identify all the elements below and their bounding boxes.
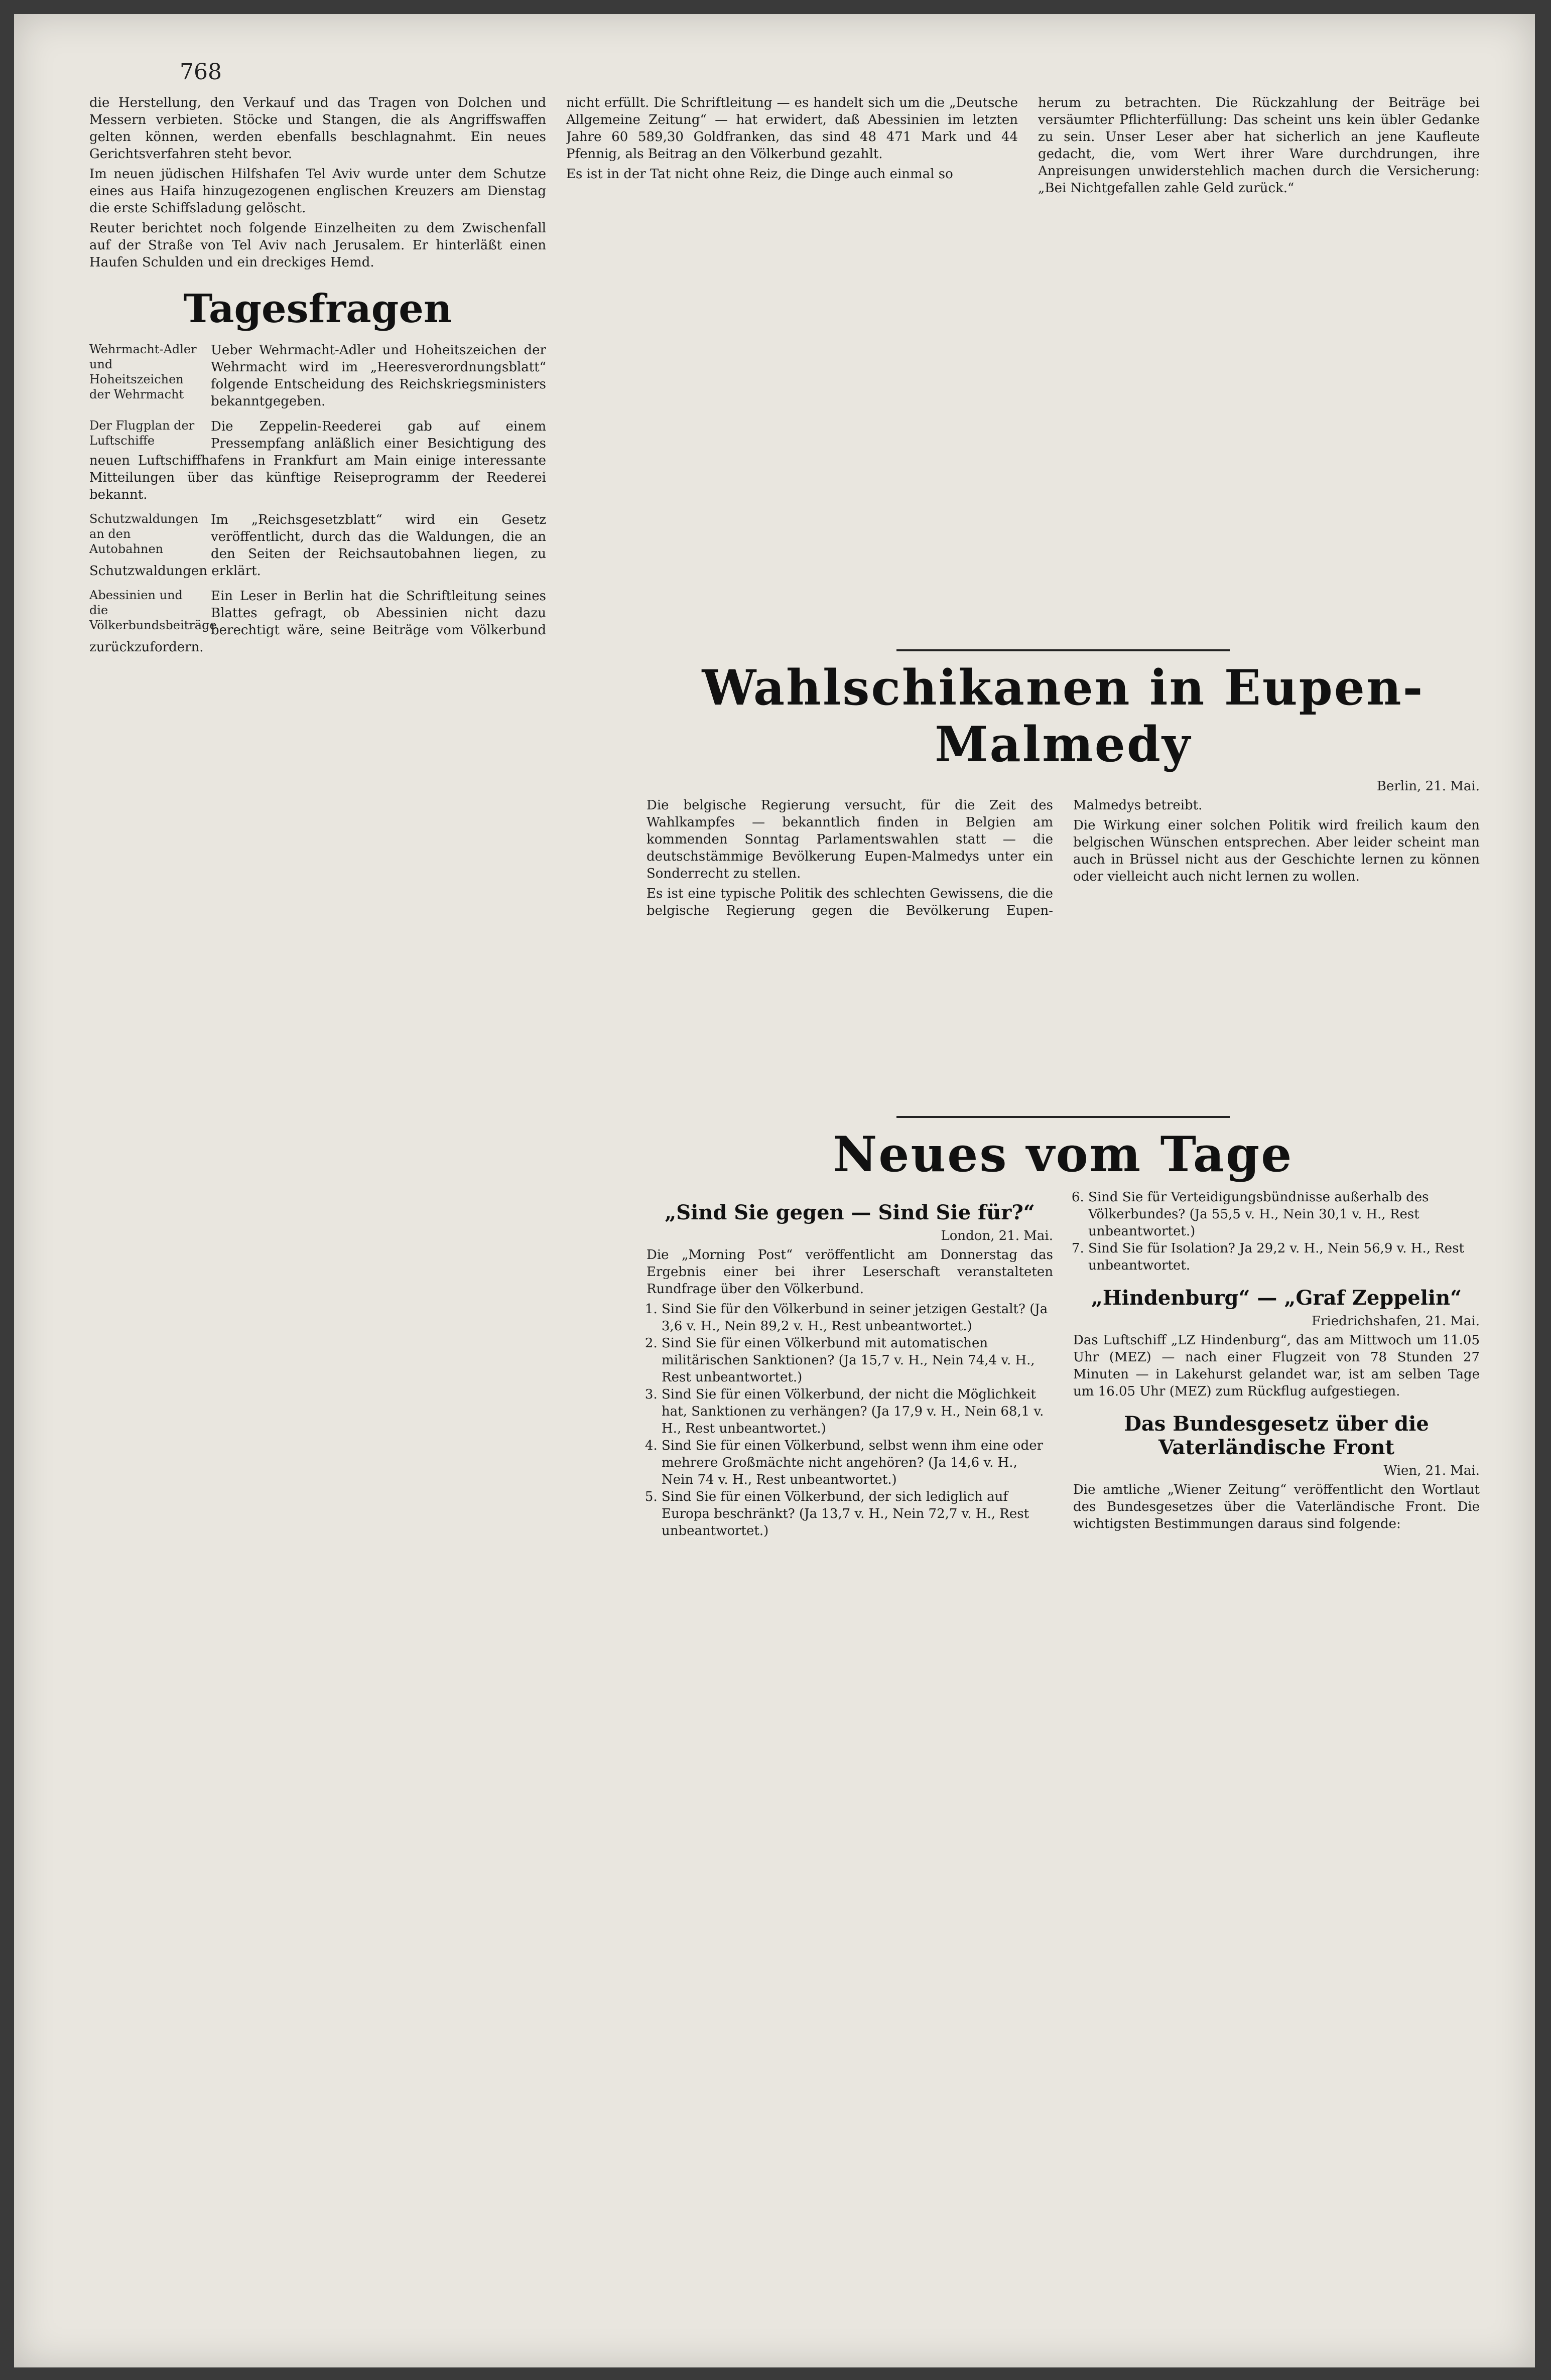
question-item: 6. Sind Sie für Verteidigungsbündnisse außerhalb des Völkerbundes? (Ja 55,5 v. H., Nein 30,1 v. H., Rest unbeantwortet.): [1088, 1189, 1480, 1240]
question-item: 1. Sind Sie für den Völkerbund in seiner jetzigen Gestalt? (Ja 3,6 v. H., Nein 89,2 v. H., Rest unbeantwortet.): [662, 1301, 1053, 1335]
neues-text-3: Die amtliche „Wiener Zeitung“ veröffentlicht den Wortlaut des Bundesgesetzes über die Vaterländische Front. Die wichtigsten Bestimmungen daraus sind folgende:: [1073, 1482, 1480, 1531]
neues-article: [647, 1108, 1480, 1539]
entry-text: Die Zeppelin-Reederei gab auf einem Pressempfang anläßlich einer Besichtigung des neuen Luftschiffhafens in Frankfurt am Main einige interessante Mitteilungen über das künftige Reiseprogramm der Reederei bekannt.: [89, 419, 546, 502]
column-2: [566, 94, 1018, 611]
neues-text-2: Das Luftschiff „LZ Hindenburg“, das am Mittwoch um 11.05 Uhr (MEZ) — nach einer Flugzeit von 78 Stunden 27 Minuten — in Lakehurst gelandet war, ist am selben Tage um 16.05 Uhr (MEZ) zum Rückflug aufgestiegen.: [1073, 1333, 1480, 1399]
question-item: 5. Sind Sie für einen Völkerbund, der sich lediglich auf Europa beschränkt? (Ja 13,7 v. H., Nein 72,7 v. H., Rest unbeantwortet.): [662, 1488, 1053, 1539]
col3-para-1: herum zu betrachten. Die Rückzahlung der Beiträge bei versäumter Pflichterfüllung: Das scheint uns kein übler Gedanke zu sein. Unser Leser aber hat sicherlich an jene Kaufleute gedacht, die, vom Wert ihrer Ware durchdrungen, ihre Anpreisungen unwiderstehlich machen durch die Versicherung: „Bei Nichtgefallen zahle Geld zurück.“: [1038, 95, 1480, 196]
tagesfragen-entry-3: [89, 511, 546, 583]
divider-rule: [896, 649, 1230, 651]
neues-heading: Neues vom Tage: [833, 1126, 1294, 1183]
neues-intro-1: Die „Morning Post“ veröffentlicht am Donnerstag das Ergebnis einer bei ihrer Leserschaft veranstalteten Rundfrage über den Völkerbund.: [647, 1247, 1053, 1297]
neues-sub-3: Das Bundesgesetz über die Vaterländische Front: [1124, 1412, 1429, 1459]
divider-rule: [896, 1116, 1230, 1118]
question-item: 2. Sind Sie für einen Völkerbund mit automatischen militärischen Sanktionen? (Ja 15,7 v. H., Nein 74,4 v. H., Rest unbeantwortet.): [662, 1335, 1053, 1386]
neues-dateline-2: Friedrichshafen, 21. Mai.: [1311, 1314, 1480, 1329]
column-1: [89, 94, 546, 2337]
entry-text: Im „Reichsgesetzblatt“ wird ein Gesetz veröffentlicht, durch das die Waldungen, die an den Seiten der Reichsautobahnen liegen, zu Schutzwaldungen erklärt.: [89, 512, 546, 579]
page-number: 768: [180, 59, 222, 85]
neues-dateline-1: London, 21. Mai.: [941, 1228, 1053, 1243]
tagesfragen-entry-1: [89, 342, 546, 413]
neues-dateline-3: Wien, 21. Mai.: [1383, 1463, 1480, 1478]
margin-note: Wehrmacht-Adler und Hoheitszeichen der Wehrmacht: [89, 342, 197, 401]
margin-note: Der Flugplan der Luftschiffe: [89, 418, 195, 448]
tagesfragen-entry-4: [89, 588, 546, 659]
col1-para-3: Reuter berichtet noch folgende Einzelheiten zu dem Zwischenfall auf der Straße von Tel Aviv nach Jerusalem. Er hinterläßt einen Haufen Schulden und ein dreckiges Hemd.: [89, 221, 546, 270]
wahl-article: [647, 641, 1480, 919]
margin-note: Abessinien und die Völkerbundsbeiträge: [89, 588, 217, 632]
tagesfragen-entry-2: [89, 418, 546, 506]
col2-para-2: Es ist in der Tat nicht ohne Reiz, die Dinge auch einmal so: [566, 167, 953, 182]
entry-text: Ein Leser in Berlin hat die Schriftleitung seines Blattes gefragt, ob Abessinien nicht dazu berechtigt wäre, seine Beiträge vom Völkerbund zurückzufordern.: [89, 589, 546, 655]
wahl-para-3: Die Wirkung einer solchen Politik wird freilich kaum den belgischen Wünschen entsprechen. Aber leider scheint man auch in Brüssel nicht aus der Geschichte lernen zu können oder vielleicht auch nicht lernen zu wollen.: [1073, 818, 1480, 884]
margin-note: Schutzwaldungen an den Autobahnen: [89, 512, 198, 556]
newspaper-page: [14, 14, 1535, 2367]
wahl-body: [647, 797, 1480, 919]
wahl-dateline: Berlin, 21. Mai.: [1376, 779, 1480, 794]
neues-sub-1: „Sind Sie gegen — Sind Sie für?“: [665, 1201, 1035, 1224]
wahl-heading: Wahlschikanen in Eupen-Malmedy: [702, 659, 1425, 773]
tagesfragen-heading: Tagesfragen: [183, 286, 452, 332]
entry-text: Ueber Wehrmacht-Adler und Hoheitszeichen der Wehrmacht wird im „Heeresverordnungsblatt“ folgende Entscheidung des Reichskriegsministers bekanntgegeben.: [211, 343, 546, 409]
col2-para-1: nicht erfüllt. Die Schriftleitung — es handelt sich um die „Deutsche Allgemeine Zeitung“ — hat erwidert, daß Abessinien im letzten Jahre 60 589,30 Goldfranken, das sind 48 471 Mark und 44 Pfennig, als Beitrag an den Völkerbund gezahlt.: [566, 95, 1018, 162]
col1-para-2: Im neuen jüdischen Hilfshafen Tel Aviv wurde unter dem Schutze eines aus Haifa hinzugezogenen englischen Kreuzers am Dienstag die erste Schiffsladung gelöscht.: [89, 167, 546, 216]
neues-body: [647, 1189, 1480, 1539]
column-3: [1038, 94, 1480, 611]
wahl-para-2: Es ist eine typische Politik des schlechten Gewissens, die die belgische Regierung gegen die Bevölkerung Eupen-Malmedys betreibt.: [647, 798, 1203, 918]
question-item: 4. Sind Sie für einen Völkerbund, selbst wenn ihm eine oder mehrere Großmächte nicht angehören? (Ja 14,6 v. H., Nein 74 v. H., Rest unbeantwortet.): [662, 1437, 1053, 1488]
neues-sub-2: „Hindenburg“ — „Graf Zeppelin“: [1091, 1286, 1462, 1310]
wahl-para-1: Die belgische Regierung versucht, für die Zeit des Wahlkampfes — bekanntlich finden in Belgien am kommenden Sonntag Parlamentswahlen statt — die deutschstämmige Bevölkerung Eupen-Malmedys unter ein Sonderrecht zu stellen.: [647, 798, 1053, 881]
question-item: 3. Sind Sie für einen Völkerbund, der nicht die Möglichkeit hat, Sanktionen zu verhängen? (Ja 17,9 v. H., Nein 68,1 v. H., Rest unbeantwortet.): [662, 1386, 1053, 1437]
question-item: 7. Sind Sie für Isolation? Ja 29,2 v. H., Nein 56,9 v. H., Rest unbeantwortet.: [1088, 1240, 1480, 1274]
col1-para-1: die Herstellung, den Verkauf und das Tragen von Dolchen und Messern verbieten. Stöcke und Stangen, die als Angriffswaffen gelten können, werden ebenfalls beschlagnahmt. Ein neues Gerichtsverfahren steht bevor.: [89, 95, 546, 162]
